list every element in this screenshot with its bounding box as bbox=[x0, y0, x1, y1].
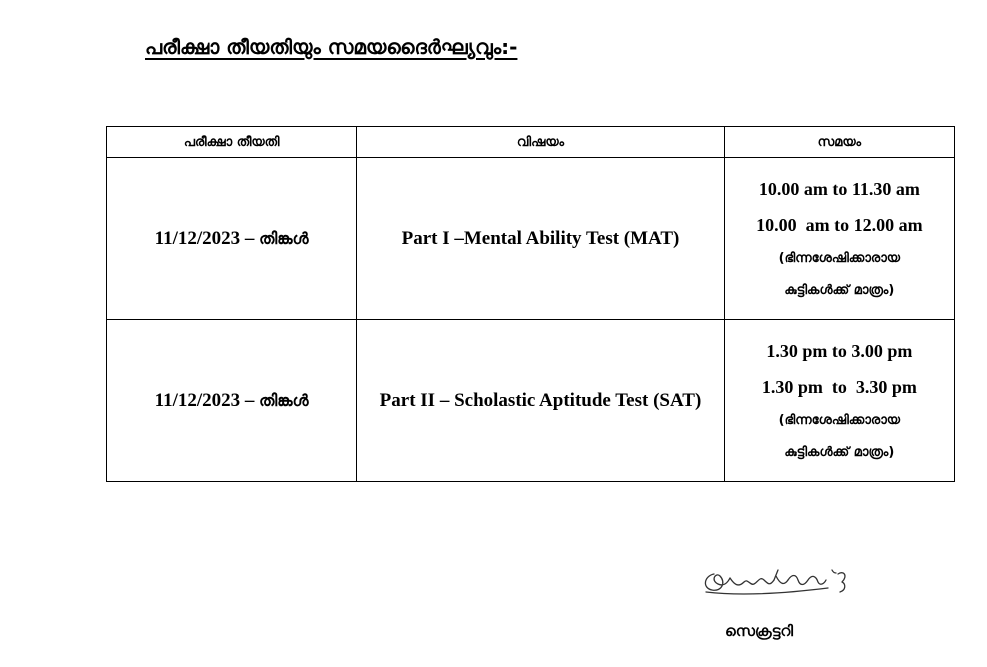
exam-day: തിങ്കൾ bbox=[259, 390, 309, 410]
time-note-line2: കുട്ടികൾക്ക് മാത്രം) bbox=[784, 282, 895, 298]
exam-date-cell bbox=[107, 158, 357, 320]
header-time: സമയം bbox=[724, 127, 954, 158]
page-title: പരീക്ഷാ തീയതിയും സമയദൈർഘ്യവും:- bbox=[145, 35, 518, 59]
time-regular: 1.30 pm to 3.00 pm bbox=[766, 340, 913, 361]
header-exam-date: പരീക്ഷാ തീയതി bbox=[107, 127, 357, 158]
header-subject: വിഷയം bbox=[357, 127, 724, 158]
signature-icon bbox=[700, 560, 860, 604]
exam-day: തിങ്കൾ bbox=[259, 228, 309, 248]
table-row bbox=[107, 158, 955, 320]
exam-date-cell bbox=[107, 320, 357, 482]
time-extended: 10.00 am to 12.00 am bbox=[756, 214, 923, 235]
subject-cell: Part I –Mental Ability Test (MAT) bbox=[357, 158, 724, 320]
time-cell bbox=[724, 158, 954, 320]
time-extended: 1.30 pm to 3.30 pm bbox=[761, 376, 917, 397]
table-row bbox=[107, 320, 955, 482]
time-note-line1: (ഭിന്നശേഷിക്കാരായ bbox=[778, 250, 901, 266]
time-regular: 10.00 am to 11.30 am bbox=[758, 178, 920, 199]
time-note-line2: കുട്ടികൾക്ക് മാത്രം) bbox=[784, 444, 895, 460]
exam-date: 11/12/2023 – bbox=[154, 227, 255, 249]
table-header-row bbox=[107, 127, 955, 158]
subject-cell: Part II – Scholastic Aptitude Test (SAT) bbox=[357, 320, 724, 482]
exam-date: 11/12/2023 – bbox=[154, 389, 255, 411]
exam-schedule-table bbox=[106, 126, 955, 482]
time-cell bbox=[724, 320, 954, 482]
signer-title: സെക്രട്ടറി bbox=[725, 622, 793, 640]
time-note-line1: (ഭിന്നശേഷിക്കാരായ bbox=[778, 412, 901, 428]
